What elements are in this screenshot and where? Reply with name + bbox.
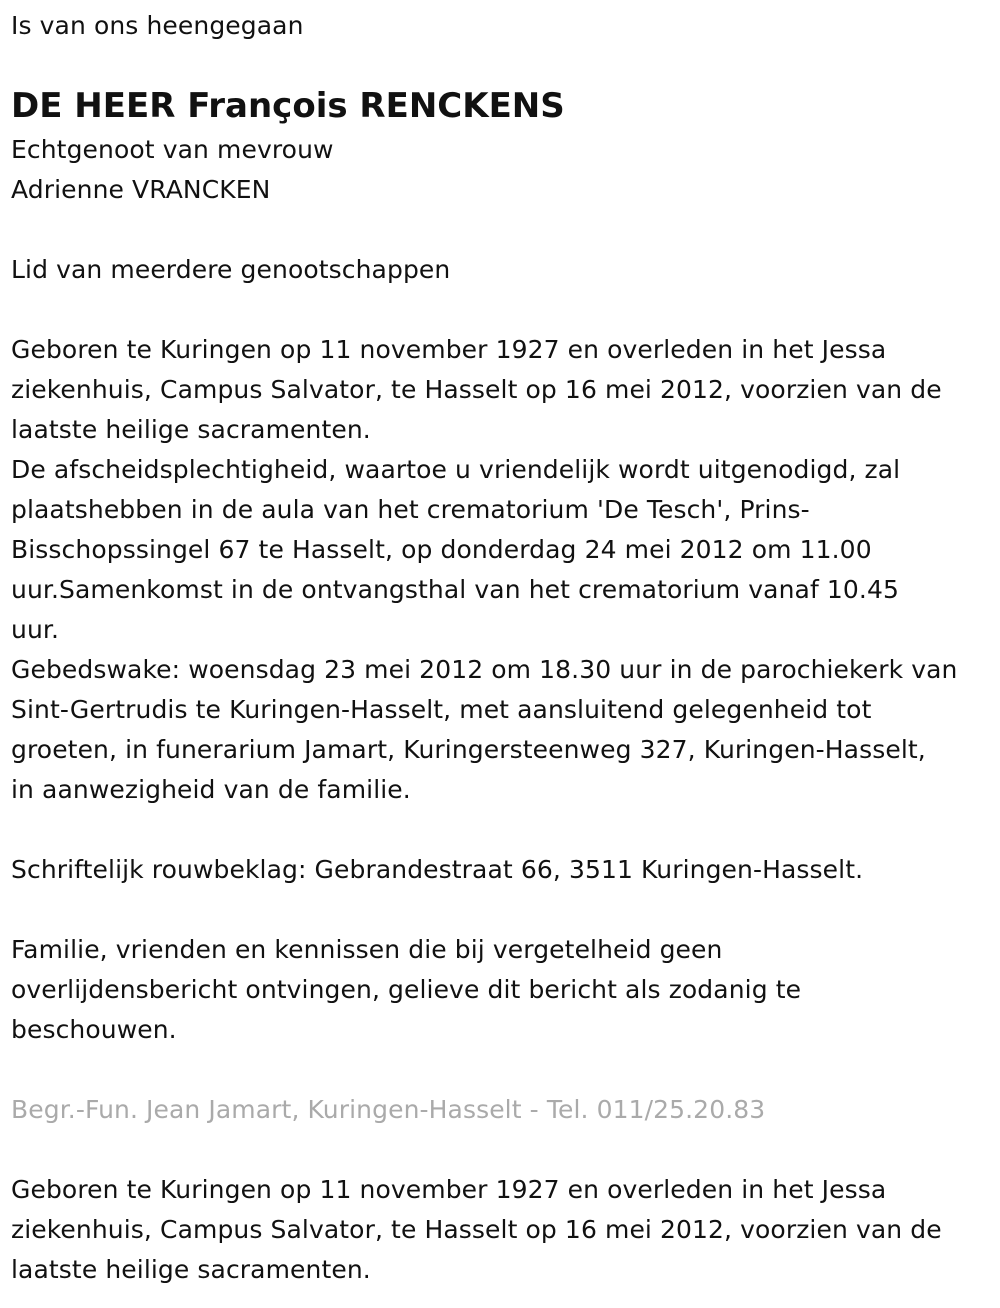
body-line: plaatshebben in de aula van het crematorium 'De Tesch', Prins-	[11, 495, 810, 524]
intro-line: Is van ons heengegaan	[11, 11, 304, 40]
body-line: Geboren te Kuringen op 11 november 1927 en overleden in het Jessa	[11, 335, 887, 364]
spacer	[11, 210, 993, 250]
body-line: in aanwezigheid van de familie.	[11, 775, 411, 804]
spouse-block	[11, 130, 993, 210]
body-line: Bisschopssingel 67 te Hasselt, op donderdag 24 mei 2012 om 11.00	[11, 535, 872, 564]
family-line: Familie, vrienden en kennissen die bij vergetelheid geen	[11, 935, 723, 964]
body-line: groeten, in funerarium Jamart, Kuringersteenweg 327, Kuringen-Hasselt,	[11, 735, 926, 764]
repeat-line: ziekenhuis, Campus Salvator, te Hasselt op 16 mei 2012, voorzien van de	[11, 1215, 942, 1244]
obituary-notice	[11, 6, 993, 1290]
spouse-line: Echtgenoot van mevrouw	[11, 135, 334, 164]
repeat-line: Geboren te Kuringen op 11 november 1927 en overleden in het Jessa	[11, 1175, 887, 1204]
body-line: Gebedswake: woensdag 23 mei 2012 om 18.30 uur in de parochiekerk van	[11, 655, 958, 684]
condolence-address: Schriftelijk rouwbeklag: Gebrandestraat 66, 3511 Kuringen-Hasselt.	[11, 855, 864, 884]
spacer	[11, 290, 993, 330]
repeat-line: laatste heilige sacramenten.	[11, 1255, 371, 1284]
family-line: beschouwen.	[11, 1015, 177, 1044]
body-line: laatste heilige sacramenten.	[11, 415, 371, 444]
spacer	[11, 890, 993, 930]
body-line: uur.Samenkomst in de ontvangsthal van het crematorium vanaf 10.45	[11, 575, 899, 604]
funeral-home-credit: Begr.-Fun. Jean Jamart, Kuringen-Hasselt - Tel. 011/25.20.83	[11, 1095, 766, 1124]
body-paragraph	[11, 330, 993, 810]
spacer	[11, 810, 993, 850]
spacer	[11, 1130, 993, 1170]
family-line: overlijdensbericht ontvingen, gelieve dit bericht als zodanig te	[11, 975, 802, 1004]
membership-line: Lid van meerdere genootschappen	[11, 255, 451, 284]
body-line: ziekenhuis, Campus Salvator, te Hasselt op 16 mei 2012, voorzien van de	[11, 375, 942, 404]
deceased-name: DE HEER François RENCKENS	[11, 86, 565, 126]
body-line: uur.	[11, 615, 60, 644]
repeat-paragraph	[11, 1170, 993, 1290]
family-paragraph	[11, 930, 993, 1050]
body-line: De afscheidsplechtigheid, waartoe u vriendelijk wordt uitgenodigd, zal	[11, 455, 901, 484]
spacer	[11, 1050, 993, 1090]
spouse-line: Adrienne VRANCKEN	[11, 175, 271, 204]
body-line: Sint-Gertrudis te Kuringen-Hasselt, met aansluitend gelegenheid tot	[11, 695, 872, 724]
